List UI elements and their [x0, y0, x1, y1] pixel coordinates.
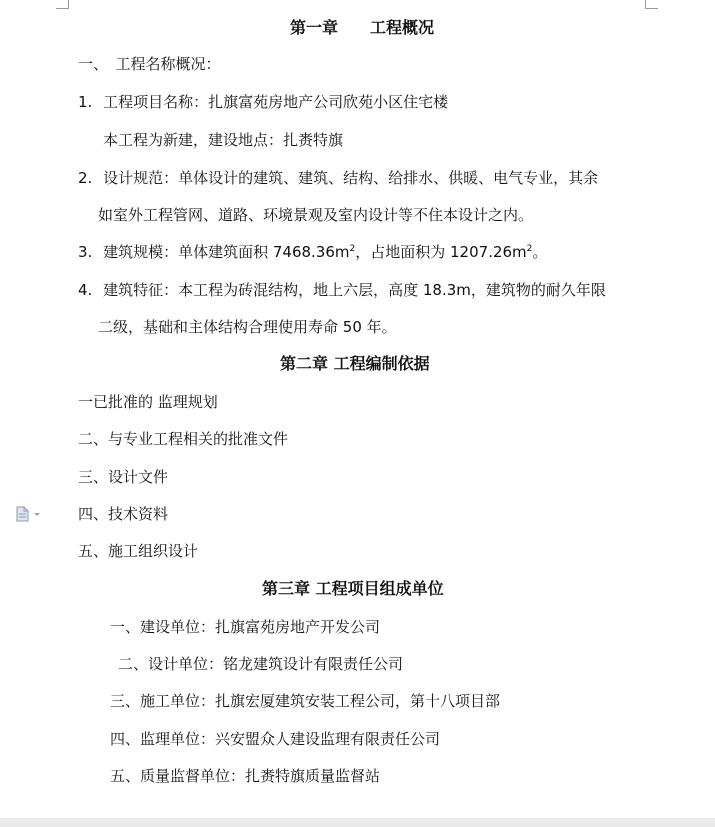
list-item: [78, 168, 598, 188]
list-text: 建筑特征：本工程为砖混结构，地上六层，高度 18.3m，建筑物的耐久年限: [103, 281, 606, 299]
list-item: 二、设计单位：铭龙建筑设计有限责任公司: [118, 655, 404, 673]
list-number: 3.: [78, 243, 93, 261]
page-bottom-edge: [0, 818, 715, 827]
paragraph-line: 本工程为新建，建设地点：扎赉特旗: [103, 131, 344, 149]
list-text: 工程项目名称：扎旗富苑房地产公司欣苑小区住宅楼: [103, 93, 449, 111]
list-item: 五、施工组织设计: [78, 542, 199, 560]
list-item: 二、与专业工程相关的批准文件: [78, 430, 289, 448]
chapter-title: 第三章 工程项目组成单位: [262, 579, 444, 598]
margin-corner-mark: [645, 0, 658, 9]
paragraph-line: 二级，基础和主体结构合理使用寿命 50 年。: [98, 318, 397, 336]
list-text: 设计规范：单体设计的建筑、建筑、结构、给排水、供暖、电气专业，其余: [103, 169, 599, 187]
list-item: 一、建设单位：扎旗富苑房地产开发公司: [110, 618, 381, 636]
list-item: 四、监理单位：兴安盟众人建设监理有限责任公司: [110, 730, 441, 748]
list-item: 一已批准的 监理规划: [78, 393, 218, 411]
list-text: 建筑规模：单体建筑面积 $7468.36m^2$，占地面积为 $1207.26m^2$。: [103, 243, 548, 261]
list-item: 三、设计文件: [78, 468, 169, 486]
list-number: 2.: [78, 169, 93, 187]
list-item: [78, 280, 606, 300]
section-heading: 一、 工程名称概况：: [78, 55, 221, 73]
list-item: 三、施工单位：扎旗宏厦建筑安装工程公司，第十八项目部: [110, 692, 501, 710]
chapter-title: 第二章 工程编制依据: [280, 354, 430, 373]
chapter-title: 第一章 工程概况: [290, 18, 435, 37]
paragraph-line: 如室外工程管网、道路、环境景观及室内设计等不住本设计之内。: [98, 206, 534, 224]
list-item: [78, 92, 448, 112]
document-icon[interactable]: [16, 506, 42, 522]
margin-corner-mark: [56, 0, 69, 9]
list-number: 1.: [78, 93, 93, 111]
list-number: 4.: [78, 281, 93, 299]
list-item: [78, 242, 547, 262]
list-item: 五、质量监督单位：扎赉特旗质量监督站: [110, 767, 381, 785]
list-item: 四、技术资料: [78, 505, 169, 523]
